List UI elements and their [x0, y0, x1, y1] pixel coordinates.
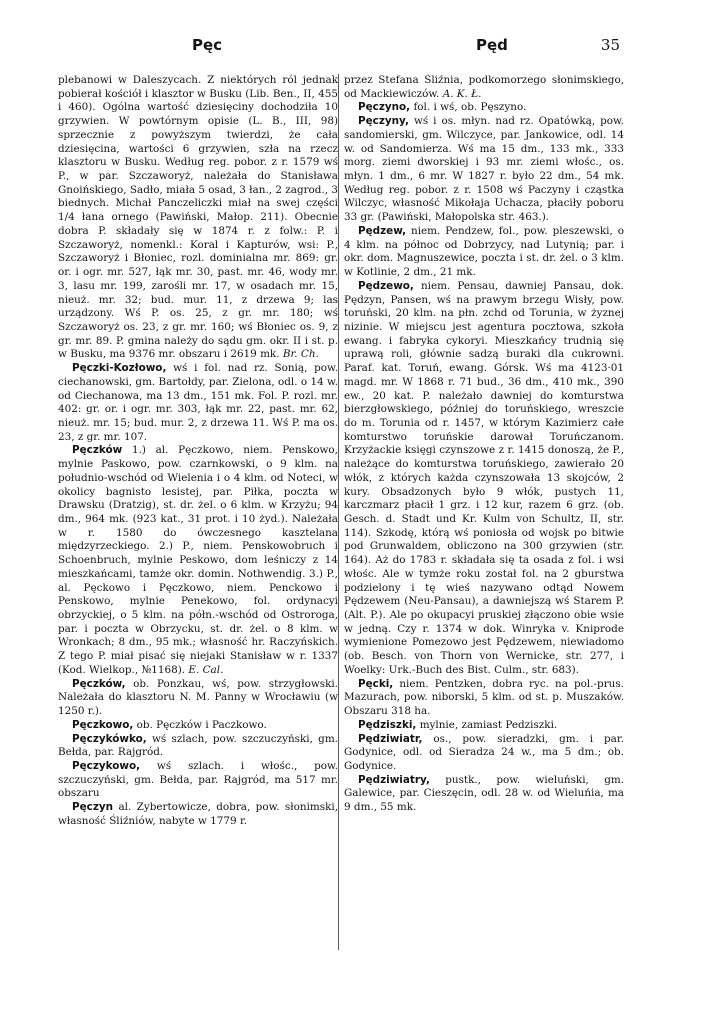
dictionary-entry	[344, 280, 624, 678]
entry-text: ob. Ponzkau, wś, pow. strzygłowski. Należała do klasztoru N. M. Panny w Wrocławiu (w 1250 r.).	[58, 677, 338, 718]
entry-headword: Pęczków,	[72, 677, 126, 690]
entry-signature: E. Cal.	[188, 663, 224, 676]
entry-signature: A. K. Ł.	[442, 87, 482, 100]
entry-headword: Pęczyno,	[358, 101, 411, 114]
dictionary-entry	[58, 733, 338, 760]
dictionary-entry	[344, 774, 624, 815]
entry-headword: Pęczykówko,	[72, 732, 147, 745]
dictionary-entry	[344, 733, 624, 774]
dictionary-entry	[58, 719, 338, 733]
entry-text: plebanowi w Daleszycach. Z niektórych ról jednak pobierał kościół i klasztor w Busku (Lib. Ben., II, 455 i 460). Ogólna wartość dziesięciny dochodziła 10 grzywien. W powtórnym opisie (L. B., III, 98) sprzecznie z powyższym twierdzi, że cała dziesięcina, wartości 6 grzywien, szła na rzecz klasztoru w Busku. Według reg. pobor. z r. 1579 wś P., w par. Szczaworyż, należała do Stanisława Gnoińskiego, Sadło, miała 5 osad, 3 łan., 2 zagrod., 3 biednych. Michał Panczeliczki miał na swej części 1/4 łana ornego (Pawiński, Małop. 211). Obecnie dobra P. składały się w 1874 r. z folw.: P. i Szczaworyż, nomenkl.: Koral i Kapturów, wsi: P., Szczaworyż i Błoniec, rozl. dominialna mr. 869: gr. or. i ogr. mr. 527, łąk mr. 30, past. mr. 46, wody mr. 3, lasu mr. 199, zarośli mr. 17, w osadach mr. 15, nieuż. mr. 32; bud. mur. 11, z drzewa 9; las urządzony. Wś P. os. 25, z gr. mr. 180; wś Szczaworyż os. 23, z gr. mr. 160; wś Błoniec os. 9, z gr. mr. 89. P. gmina należy do sądu gm. okr. II i st. p. w Busku, ma 9376 mr. obszaru i 2619 mk.	[58, 74, 338, 361]
entry-text: niem. Pendzew, fol., pow. pleszewski, o 4 klm. na północ od Dobrzycy, nad Lutynią; par. i okr. dom. Magnuszewice, poczta i st. dr. żel. o 3 klm. w Kotlinie, 2 dm., 21 mk.	[344, 224, 624, 279]
dictionary-entry	[344, 719, 624, 733]
dictionary-entry	[58, 74, 338, 362]
dictionary-entry	[58, 362, 338, 444]
dictionary-entry	[344, 678, 624, 719]
entry-headword: Pęczyny,	[358, 115, 409, 128]
header-center-word: Pęd	[476, 36, 508, 54]
entry-text: przez Stefana Śliźnia, podkomorzego słonimskiego, od Mackiewiczów.	[344, 74, 624, 100]
dictionary-entry	[58, 801, 338, 828]
entry-text: os., pow. sieradzki, gm. i par. Godynice, odl. od Sieradza 24 w., ma 5 dm.; ob. Godynice.	[344, 732, 624, 772]
entry-text: wś i fol. nad rz. Sonią, pow. ciechanowski, gm. Bartołdy, par. Zielona, odl. o 14 w. od Ciechanowa, ma 13 dm., 151 mk. Fol. P. rozl. mr. 402: gr. or. i ogr. mr. 303, łąk mr. 22, past. mr. 62, nieuż. mr. 15; bud. mur. 2, z drzewa 11. Wś P. ma os. 23, z gr. mr. 107.	[58, 362, 338, 443]
page-number: 35	[600, 36, 620, 54]
entry-headword: Pęczki-Kozłowo,	[72, 362, 167, 375]
dictionary-entry	[58, 678, 338, 719]
entry-headword: Pędzew,	[358, 224, 407, 237]
entry-text: 1.) al. Pęczkowo, niem. Penskowo, mylnie Paskowo, pow. czarnkowski, o 9 klm. na południo-wschód od Wielenia i o 4 klm. od Noteci, w okolicy bagnisto lesistej, par. Piłka, poczta w Drawsku (Dratzig), st. dr. żel. o 6 klm. w Krzyżu; 94 dm., 964 mk. (923 kat., 31 prot. i 10 żyd.). Należała w r. 1580 do ówczesnego kasztelana międzyrzeckiego. 2.) P., niem. Penskowobruch i Schoenbruch, mylnie Peskowo, dom leśniczy z 14 mieszkańcami, tamże okr. domin. Nothwendig. 3.) P., al. Pęckowo i Pęczkowo, niem. Penckowo i Penskowo, mylnie Penekowo, fol. ordynacyi obrzyckiej, o 5 klm. na półn.-wschód od Ostroroga, par. i poczta w Obrzycku, st. dr. żel. o 8 klm. w Wronkach; 8 dm., 95 mk.; własność hr. Raczyńskich. Z tego P. miał pisać się niejaki Stanisław w r. 1337 (Kod. Wielkop., №1168).	[58, 444, 338, 676]
entry-text: niem. Pensau, dawniej Pansau, dok. Pędzyn, Pansen, wś na prawym brzegu Wisły, pow. toruński, 20 klm. na płn. zchd od Torunia, w żyznej nizinie. W miejscu jest agentura pocztowa, szkoła ewang. i fabryka cykoryi. Mieszkańcy trudnią się uprawą roli, głównie sadzą buraki dla cukrowni. Paraf. kat. Toruń, ewang. Górsk. Wś ma 4123·01 magd. mr. W 1868 r. 71 bud., 36 dm., 410 mk., 390 ew., 20 kat. P. należało dawniej do komturstwa bierzgłowskiego, później do toruńskiego, wreszcie do m. Torunia od r. 1457, w którym Kazimierz całe komturstwo toruńskie darował Toruńczanom. Krzyżackie księgi czynszowe z r. 1415 donoszą, że P., należące do komturstwa toruńskiego, zawierało 20 włók, z których każda czynszowała 13 skojców, 2 kury. Obsadzonych było 9 włók, pustych 11, karczmarz płacił 1 grz. i 12 kur, razem 6 grz. (ob. Gesch. d. Stadt und Kr. Kulm von Schultz, II, str. 114). Szkodę, którą wś poniosła od wojsk po bitwie pod Grunwaldem, obliczono na 300 grzywien (str. 164). Aż do 1783 r. składała się ta osada z fol. i wsi włośc. Ale w tymże roku został fol. na 2 gburstwa podzielony i tę wieś nazywano odtąd Nowem Pędzewem (Neu-Pansau), a dawniejszą wś Starem P. (Alt. P.). Ale po okupacyi pruskiej złączono obie wsie w jedną. Czy r. 1374 w dok. Winryka v. Kniprode wymienione Pomezowo jest Pędzewem, niewiadomo (ob. Besch. von Thorn von Wernicke, str. 277, i Woelky: Urk.-Buch des Bist. Culm., str. 683).	[344, 279, 624, 676]
page-header	[60, 36, 620, 58]
dictionary-entry	[58, 444, 338, 677]
entry-text: wś i os. młyn. nad rz. Opatówką, pow. sandomierski, gm. Wilczyce, par. Jankowice, odl. 14 w. od Sandomierza. Wś ma 15 dm., 133 mk., 333 morg. ziemi dworskiej i 93 mr. ziemi włośc., os. młyn. 1 dm., 6 mr. W 1827 r. było 22 dm., 54 mk. Według reg. pobor. z r. 1508 wś Paczyny i cząstka Wilczyc, własność Mikołaja Uchacza, płaciły poboru 33 gr. (Pawiński, Małopolska str. 463.).	[344, 115, 624, 224]
entry-headword: Pęczyn	[72, 801, 114, 814]
dictionary-entry	[344, 101, 624, 115]
entry-text: pustk., pow. wieluński, gm. Galewice, par. Cieszęcin, odl. 28 w. od Wieluńia, ma 9 dm., 55 mk.	[344, 773, 624, 814]
entry-headword: Pęcki,	[358, 677, 394, 690]
entry-headword: Pędziwiatry,	[358, 773, 430, 786]
left-column	[58, 74, 338, 954]
entry-headword: Pędziszki,	[358, 718, 417, 731]
entry-text: fol. i wś, ob. Pęszyno.	[413, 101, 527, 114]
right-column	[344, 74, 624, 954]
dictionary-entry	[344, 225, 624, 280]
entry-text: wś szlach, pow. szczuczyński, gm. Bełda, par. Rajgród.	[58, 732, 338, 759]
entry-text: niem. Pentzken, dobra ryc. na pol.-prus. Mazurach, pow. niborski, 5 klm. od st. p. Muszaków. Obszaru 318 ha.	[344, 677, 624, 718]
entry-text: ob. Pęczków i Paczkowo.	[136, 718, 267, 731]
entry-headword: Pędzewo,	[358, 279, 414, 292]
entry-headword: Pęczkowo,	[72, 718, 134, 731]
dictionary-entry	[58, 760, 338, 801]
dictionary-entry	[344, 115, 624, 225]
column-divider	[338, 74, 339, 950]
entry-text: wś szlach. i włośc., pow. szczuczyński, gm. Bełda, par. Rajgród, ma 517 mr. obszaru	[58, 759, 338, 800]
entry-headword: Pęczykowo,	[72, 759, 141, 772]
header-left-word: Pęc	[192, 36, 223, 54]
entry-signature: Br. Ch.	[282, 348, 319, 361]
entry-headword: Pędziwiatr,	[358, 732, 423, 745]
entry-headword: Pęczków	[72, 444, 123, 457]
entry-text: mylnie, zamiast Pedziszki.	[419, 718, 558, 731]
entry-text: al. Zybertowicze, dobra, pow. słonimski, własność Śliźniów, nabyte w 1779 r.	[58, 801, 338, 827]
dictionary-entry	[344, 74, 624, 101]
